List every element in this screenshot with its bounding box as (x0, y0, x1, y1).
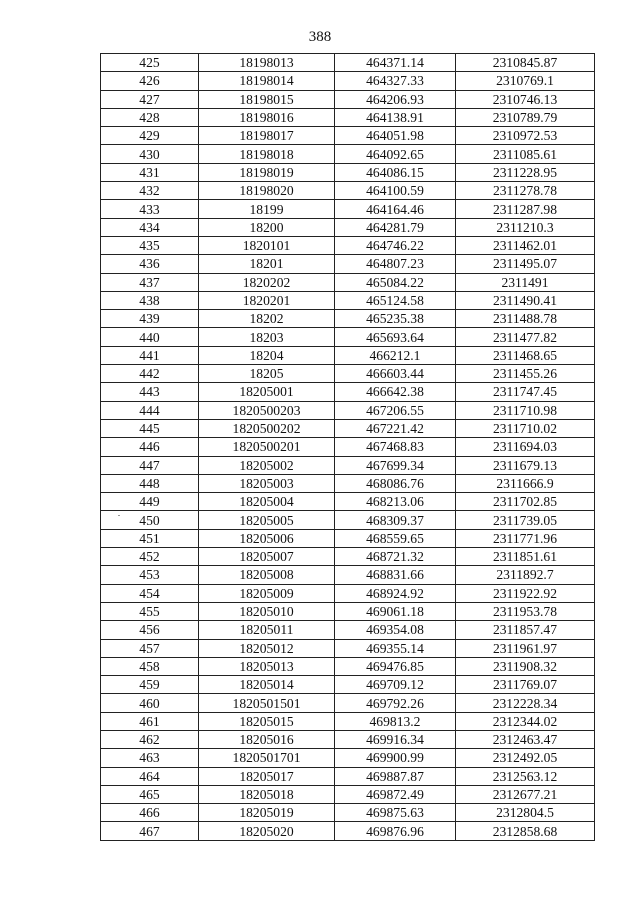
y-coordinate-cell: 2312228.34 (456, 694, 595, 712)
table-row (101, 584, 595, 602)
point-number-cell: 456 (101, 621, 199, 639)
point-code-cell: 18202 (199, 310, 335, 328)
table-row (101, 822, 595, 840)
table-row (101, 676, 595, 694)
point-number-cell: 436 (101, 255, 199, 273)
point-number-cell: 429 (101, 127, 199, 145)
point-code-cell: 1820202 (199, 273, 335, 291)
x-coordinate-cell: 464281.79 (335, 218, 456, 236)
point-code-cell: 1820500201 (199, 438, 335, 456)
y-coordinate-cell: 2312804.5 (456, 804, 595, 822)
point-code-cell: 18198013 (199, 54, 335, 72)
y-coordinate-cell: 2310769.1 (456, 72, 595, 90)
y-coordinate-cell: 2311210.3 (456, 218, 595, 236)
y-coordinate-cell: 2312858.68 (456, 822, 595, 840)
x-coordinate-cell: 469875.63 (335, 804, 456, 822)
y-coordinate-cell: 2311769.07 (456, 676, 595, 694)
table-row (101, 328, 595, 346)
point-code-cell: 1820500203 (199, 401, 335, 419)
table-row (101, 54, 595, 72)
table-row (101, 419, 595, 437)
y-coordinate-cell: 2312344.02 (456, 712, 595, 730)
point-code-cell: 18198019 (199, 163, 335, 181)
point-code-cell: 18205005 (199, 511, 335, 529)
y-coordinate-cell: 2311771.96 (456, 529, 595, 547)
point-code-cell: 18198020 (199, 182, 335, 200)
x-coordinate-cell: 465124.58 (335, 291, 456, 309)
y-coordinate-cell: 2311739.05 (456, 511, 595, 529)
y-coordinate-cell: 2311961.97 (456, 639, 595, 657)
y-coordinate-cell: 2311666.9 (456, 474, 595, 492)
table-row (101, 291, 595, 309)
x-coordinate-cell: 469354.08 (335, 621, 456, 639)
point-number-cell: 460 (101, 694, 199, 712)
x-coordinate-cell: 465693.64 (335, 328, 456, 346)
y-coordinate-cell: 2311908.32 (456, 657, 595, 675)
point-number-cell: 432 (101, 182, 199, 200)
table-row (101, 694, 595, 712)
y-coordinate-cell: 2311228.95 (456, 163, 595, 181)
point-code-cell: 18198014 (199, 72, 335, 90)
point-code-cell: 18205003 (199, 474, 335, 492)
point-number-cell: 465 (101, 785, 199, 803)
x-coordinate-cell: 466212.1 (335, 346, 456, 364)
x-coordinate-cell: 468924.92 (335, 584, 456, 602)
x-coordinate-cell: 467221.42 (335, 419, 456, 437)
x-coordinate-cell: 464371.14 (335, 54, 456, 72)
point-code-cell: 18203 (199, 328, 335, 346)
table-row (101, 236, 595, 254)
x-coordinate-cell: 464100.59 (335, 182, 456, 200)
y-coordinate-cell: 2311857.47 (456, 621, 595, 639)
table-row (101, 548, 595, 566)
table-row (101, 401, 595, 419)
x-coordinate-cell: 469900.99 (335, 749, 456, 767)
table-row (101, 621, 595, 639)
point-code-cell: 18205007 (199, 548, 335, 566)
point-number-cell: 444 (101, 401, 199, 419)
table-body (101, 54, 595, 841)
point-code-cell: 18205 (199, 365, 335, 383)
point-number-cell: 443 (101, 383, 199, 401)
point-code-cell: 18198017 (199, 127, 335, 145)
point-code-cell: 18198018 (199, 145, 335, 163)
point-number-cell: 450 (101, 511, 199, 529)
y-coordinate-cell: 2312563.12 (456, 767, 595, 785)
y-coordinate-cell: 2310746.13 (456, 90, 595, 108)
point-number-cell: 453 (101, 566, 199, 584)
point-number-cell: 442 (101, 365, 199, 383)
y-coordinate-cell: 2311710.98 (456, 401, 595, 419)
y-coordinate-cell: 2310789.79 (456, 108, 595, 126)
point-code-cell: 18205006 (199, 529, 335, 547)
point-number-cell: 455 (101, 602, 199, 620)
point-code-cell: 18205004 (199, 493, 335, 511)
y-coordinate-cell: 2311278.78 (456, 182, 595, 200)
x-coordinate-cell: 466603.44 (335, 365, 456, 383)
table-row (101, 200, 595, 218)
point-code-cell: 18205020 (199, 822, 335, 840)
table-row (101, 749, 595, 767)
point-code-cell: 18204 (199, 346, 335, 364)
table-row (101, 383, 595, 401)
x-coordinate-cell: 464092.65 (335, 145, 456, 163)
y-coordinate-cell: 2311922.92 (456, 584, 595, 602)
y-coordinate-cell: 2311477.82 (456, 328, 595, 346)
point-number-cell: 445 (101, 419, 199, 437)
point-number-cell: 449 (101, 493, 199, 511)
x-coordinate-cell: 467468.83 (335, 438, 456, 456)
point-number-cell: 427 (101, 90, 199, 108)
table-row (101, 310, 595, 328)
point-code-cell: 18205017 (199, 767, 335, 785)
y-coordinate-cell: 2311953.78 (456, 602, 595, 620)
point-number-cell: 451 (101, 529, 199, 547)
point-number-cell: 464 (101, 767, 199, 785)
table-row (101, 72, 595, 90)
point-code-cell: 18205002 (199, 456, 335, 474)
point-number-cell: 454 (101, 584, 199, 602)
point-code-cell: 1820101 (199, 236, 335, 254)
point-number-cell: 466 (101, 804, 199, 822)
x-coordinate-cell: 468559.65 (335, 529, 456, 547)
table-row (101, 163, 595, 181)
point-number-cell: 425 (101, 54, 199, 72)
point-number-cell: 433 (101, 200, 199, 218)
table-row (101, 474, 595, 492)
x-coordinate-cell: 464086.15 (335, 163, 456, 181)
x-coordinate-cell: 465235.38 (335, 310, 456, 328)
point-number-cell: 452 (101, 548, 199, 566)
point-number-cell: 461 (101, 712, 199, 730)
point-number-cell: 437 (101, 273, 199, 291)
y-coordinate-cell: 2312492.05 (456, 749, 595, 767)
point-code-cell: 18205014 (199, 676, 335, 694)
table-row (101, 456, 595, 474)
point-number-cell: 428 (101, 108, 199, 126)
table-row (101, 785, 595, 803)
point-number-cell: 430 (101, 145, 199, 163)
point-code-cell: 18205013 (199, 657, 335, 675)
point-code-cell: 18198016 (199, 108, 335, 126)
point-code-cell: 18199 (199, 200, 335, 218)
point-code-cell: 1820501701 (199, 749, 335, 767)
x-coordinate-cell: 464746.22 (335, 236, 456, 254)
x-coordinate-cell: 466642.38 (335, 383, 456, 401)
table-row (101, 438, 595, 456)
point-number-cell: 435 (101, 236, 199, 254)
y-coordinate-cell: 2311892.7 (456, 566, 595, 584)
table-row (101, 712, 595, 730)
point-number-cell: 439 (101, 310, 199, 328)
x-coordinate-cell: 469476.85 (335, 657, 456, 675)
point-number-cell: 457 (101, 639, 199, 657)
y-coordinate-cell: 2311468.65 (456, 346, 595, 364)
table-row (101, 511, 595, 529)
y-coordinate-cell: 2311085.61 (456, 145, 595, 163)
point-number-cell: 463 (101, 749, 199, 767)
table-row (101, 365, 595, 383)
y-coordinate-cell: 2311702.85 (456, 493, 595, 511)
point-code-cell: 1820500202 (199, 419, 335, 437)
point-number-cell: 438 (101, 291, 199, 309)
point-code-cell: 18200 (199, 218, 335, 236)
y-coordinate-cell: 2311747.45 (456, 383, 595, 401)
point-number-cell: 446 (101, 438, 199, 456)
table-row (101, 127, 595, 145)
x-coordinate-cell: 464164.46 (335, 200, 456, 218)
y-coordinate-cell: 2311495.07 (456, 255, 595, 273)
y-coordinate-cell: 2311694.03 (456, 438, 595, 456)
x-coordinate-cell: 469813.2 (335, 712, 456, 730)
point-code-cell: 18205019 (199, 804, 335, 822)
page-number: 388 (308, 29, 332, 45)
point-number-cell: 447 (101, 456, 199, 474)
y-coordinate-cell: 2311455.26 (456, 365, 595, 383)
x-coordinate-cell: 468086.76 (335, 474, 456, 492)
x-coordinate-cell: 468721.32 (335, 548, 456, 566)
x-coordinate-cell: 464327.33 (335, 72, 456, 90)
y-coordinate-cell: 2311851.61 (456, 548, 595, 566)
x-coordinate-cell: 464807.23 (335, 255, 456, 273)
table-row (101, 255, 595, 273)
y-coordinate-cell: 2312463.47 (456, 730, 595, 748)
point-code-cell: 18205015 (199, 712, 335, 730)
x-coordinate-cell: 464138.91 (335, 108, 456, 126)
x-coordinate-cell: 469916.34 (335, 730, 456, 748)
table-row (101, 639, 595, 657)
point-code-cell: 18205016 (199, 730, 335, 748)
point-number-cell: 434 (101, 218, 199, 236)
x-coordinate-cell: 465084.22 (335, 273, 456, 291)
x-coordinate-cell: 467699.34 (335, 456, 456, 474)
table-row (101, 493, 595, 511)
point-code-cell: 1820201 (199, 291, 335, 309)
table-row (101, 767, 595, 785)
point-code-cell: 18201 (199, 255, 335, 273)
x-coordinate-cell: 469872.49 (335, 785, 456, 803)
x-coordinate-cell: 469061.18 (335, 602, 456, 620)
y-coordinate-cell: 2311710.02 (456, 419, 595, 437)
point-code-cell: 18198015 (199, 90, 335, 108)
x-coordinate-cell: 464051.98 (335, 127, 456, 145)
x-coordinate-cell: 468831.66 (335, 566, 456, 584)
x-coordinate-cell: 469792.26 (335, 694, 456, 712)
x-coordinate-cell: 469355.14 (335, 639, 456, 657)
point-code-cell: 18205018 (199, 785, 335, 803)
point-code-cell: 18205001 (199, 383, 335, 401)
x-coordinate-cell: 467206.55 (335, 401, 456, 419)
point-number-cell: 459 (101, 676, 199, 694)
table-row (101, 182, 595, 200)
point-code-cell: 1820501501 (199, 694, 335, 712)
point-number-cell: 431 (101, 163, 199, 181)
y-coordinate-cell: 2311679.13 (456, 456, 595, 474)
table-row (101, 90, 595, 108)
coordinates-table (100, 53, 595, 841)
point-code-cell: 18205012 (199, 639, 335, 657)
table-row (101, 346, 595, 364)
point-number-cell: 467 (101, 822, 199, 840)
point-code-cell: 18205008 (199, 566, 335, 584)
point-code-cell: 18205011 (199, 621, 335, 639)
table-row (101, 218, 595, 236)
y-coordinate-cell: 2311287.98 (456, 200, 595, 218)
point-number-cell: 462 (101, 730, 199, 748)
table-row (101, 804, 595, 822)
table-row (101, 108, 595, 126)
x-coordinate-cell: 469709.12 (335, 676, 456, 694)
y-coordinate-cell: 2311488.78 (456, 310, 595, 328)
table-row (101, 657, 595, 675)
table-row (101, 566, 595, 584)
table-row (101, 529, 595, 547)
point-number-cell: 426 (101, 72, 199, 90)
table-row (101, 602, 595, 620)
y-coordinate-cell: 2311490.41 (456, 291, 595, 309)
point-number-cell: 458 (101, 657, 199, 675)
table-row (101, 730, 595, 748)
y-coordinate-cell: 2311491 (456, 273, 595, 291)
x-coordinate-cell: 469876.96 (335, 822, 456, 840)
point-code-cell: 18205009 (199, 584, 335, 602)
point-number-cell: 448 (101, 474, 199, 492)
x-coordinate-cell: 464206.93 (335, 90, 456, 108)
point-number-cell: 441 (101, 346, 199, 364)
x-coordinate-cell: 468309.37 (335, 511, 456, 529)
table-row (101, 145, 595, 163)
y-coordinate-cell: 2312677.21 (456, 785, 595, 803)
x-coordinate-cell: 469887.87 (335, 767, 456, 785)
point-code-cell: 18205010 (199, 602, 335, 620)
y-coordinate-cell: 2311462.01 (456, 236, 595, 254)
table-row (101, 273, 595, 291)
y-coordinate-cell: 2310845.87 (456, 54, 595, 72)
point-number-cell: 440 (101, 328, 199, 346)
x-coordinate-cell: 468213.06 (335, 493, 456, 511)
y-coordinate-cell: 2310972.53 (456, 127, 595, 145)
